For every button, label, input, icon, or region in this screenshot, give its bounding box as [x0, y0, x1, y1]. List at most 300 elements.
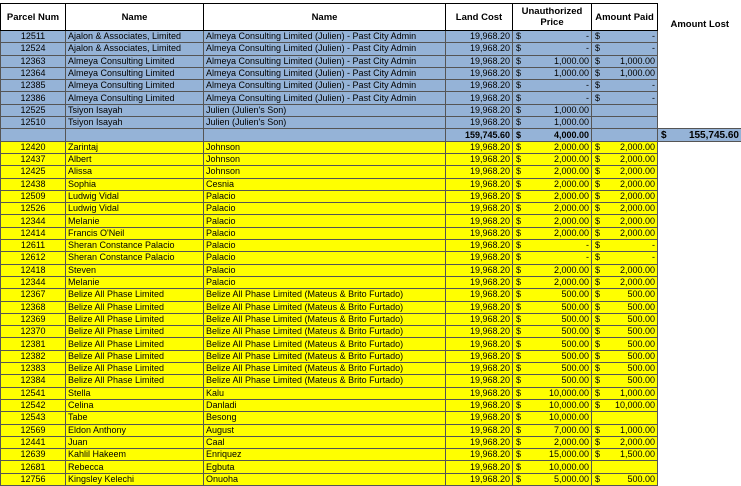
amount-paid-cell [592, 227, 658, 239]
table-row [1, 227, 741, 239]
currency-symbol: $ [595, 191, 601, 201]
amount-lost-cell [658, 375, 741, 387]
amount-lost-cell [658, 203, 741, 215]
parcel-num-cell: 12569 [1, 424, 66, 436]
currency-symbol: $ [516, 264, 522, 275]
land-cost-cell: 19,968.20 [446, 264, 513, 276]
name-cell: Alissa [66, 166, 204, 178]
table-row [1, 166, 741, 178]
name-cell: Stella [66, 387, 204, 399]
land-cost-cell: 19,968.20 [446, 203, 513, 215]
amount-paid-cell [592, 363, 658, 375]
amount-lost-cell [658, 55, 741, 67]
currency-symbol: $ [516, 436, 522, 447]
total-empty-cell [204, 129, 446, 141]
currency-symbol: $ [595, 215, 601, 226]
name2-cell: Belize All Phase Limited (Mateus & Brito Furtado) [204, 289, 446, 301]
amount-paid-cell [592, 276, 658, 288]
table-row [1, 338, 741, 350]
amount-paid-cell [592, 326, 658, 338]
name-cell: Belize All Phase Limited [66, 375, 204, 387]
name-cell: Kahlil Hakeem [66, 449, 204, 461]
land-cost-cell: 19,968.20 [446, 313, 513, 325]
unauthorized-price-cell [513, 117, 592, 129]
currency-symbol: $ [516, 412, 522, 423]
amount-paid-cell-amount: 500.00 [627, 326, 655, 337]
unauthorized-price-cell-amount: - [586, 92, 589, 103]
amount-lost-cell [658, 92, 741, 104]
currency-symbol: $ [516, 473, 522, 484]
total-unauthorized-price-amount: 4,000.00 [553, 129, 589, 140]
name-cell: Sheran Constance Palacio [66, 240, 204, 252]
name-cell: Tsiyon Isayah [66, 117, 204, 129]
table-row [1, 240, 741, 252]
unauthorized-price-cell-amount: 500.00 [561, 363, 589, 374]
amount-lost-cell [658, 264, 741, 276]
amount-lost-cell [658, 387, 741, 399]
name-cell: Belize All Phase Limited [66, 326, 204, 338]
name2-cell: Almeya Consulting Limited (Julien) - Past City Admin [204, 55, 446, 67]
amount-paid-cell-amount: 500.00 [627, 473, 655, 484]
unauthorized-price-cell-amount: 2,000.00 [553, 166, 589, 177]
unauthorized-price-cell [513, 313, 592, 325]
amount-lost-cell [658, 252, 741, 264]
land-cost-cell: 19,968.20 [446, 227, 513, 239]
table-row [1, 363, 741, 375]
unauthorized-price-cell-amount: - [586, 80, 589, 91]
land-cost-cell: 19,968.20 [446, 117, 513, 129]
parcel-num-cell: 12418 [1, 264, 66, 276]
land-cost-cell: 19,968.20 [446, 449, 513, 461]
amount-lost-cell [658, 326, 741, 338]
currency-symbol: $ [595, 338, 601, 349]
parcel-num-cell: 12364 [1, 67, 66, 79]
amount-lost-cell [658, 166, 741, 178]
unauthorized-price-cell-amount: 500.00 [561, 289, 589, 300]
unauthorized-price-cell [513, 473, 592, 485]
currency-symbol: $ [516, 191, 522, 201]
amount-paid-cell-amount: - [652, 43, 655, 54]
amount-lost-cell [658, 178, 741, 190]
name-cell: Eldon Anthony [66, 424, 204, 436]
amount-paid-cell [592, 449, 658, 461]
amount-paid-cell-amount: 2,000.00 [619, 227, 655, 238]
name2-cell: Almeya Consulting Limited (Julien) - Past City Admin [204, 92, 446, 104]
name2-cell: Almeya Consulting Limited (Julien) - Past City Admin [204, 43, 446, 55]
land-cost-cell: 19,968.20 [446, 153, 513, 165]
amount-paid-cell-amount: 500.00 [627, 338, 655, 349]
total-empty-cell [66, 129, 204, 141]
table-row [1, 117, 741, 129]
unauthorized-price-cell-amount: 1,000.00 [553, 68, 589, 79]
amount-paid-cell [592, 166, 658, 178]
amount-paid-cell [592, 313, 658, 325]
currency-symbol: $ [516, 203, 522, 214]
unauthorized-price-cell [513, 276, 592, 288]
amount-paid-cell-amount: 1,500.00 [619, 449, 655, 460]
unauthorized-price-cell [513, 436, 592, 448]
currency-symbol: $ [516, 129, 522, 140]
amount-lost-cell [658, 227, 741, 239]
unauthorized-price-cell-amount: 500.00 [561, 375, 589, 386]
unauthorized-price-cell [513, 412, 592, 424]
name2-cell: Onuoha [204, 473, 446, 485]
name-cell: Belize All Phase Limited [66, 363, 204, 375]
amount-paid-cell [592, 190, 658, 202]
unauthorized-price-cell [513, 67, 592, 79]
unauthorized-price-cell-amount: - [586, 252, 589, 263]
name2-cell: Palacio [204, 215, 446, 227]
currency-symbol: $ [595, 227, 601, 238]
amount-paid-cell-amount: 1,000.00 [619, 68, 655, 79]
parcel-num-cell: 12541 [1, 387, 66, 399]
unauthorized-price-cell [513, 252, 592, 264]
name-cell: Almeya Consulting Limited [66, 67, 204, 79]
amount-paid-cell-amount: 2,000.00 [619, 191, 655, 201]
name-cell: Almeya Consulting Limited [66, 55, 204, 67]
amount-paid-cell [592, 473, 658, 485]
amount-paid-cell-amount: - [652, 252, 655, 263]
total-unauthorized-price [513, 129, 592, 141]
amount-paid-cell-amount: 2,000.00 [619, 141, 655, 152]
name-cell: Belize All Phase Limited [66, 350, 204, 362]
land-cost-cell: 19,968.20 [446, 375, 513, 387]
currency-symbol: $ [595, 252, 601, 263]
unauthorized-price-cell-amount: 10,000.00 [548, 400, 589, 411]
amount-paid-cell-amount: 10,000.00 [614, 400, 655, 411]
unauthorized-price-cell [513, 264, 592, 276]
total-amount-lost-amount: 155,745.60 [688, 129, 739, 141]
unauthorized-price-cell-amount: 10,000.00 [548, 412, 589, 423]
currency-symbol: $ [595, 350, 601, 361]
amount-paid-cell [592, 399, 658, 411]
table-row [1, 141, 741, 153]
currency-symbol: $ [595, 301, 601, 312]
parcel-num-cell: 12369 [1, 313, 66, 325]
name2-cell: Egbuta [204, 461, 446, 473]
amount-paid-cell [592, 436, 658, 448]
name-cell: Melanie [66, 215, 204, 227]
amount-paid-cell-amount: 500.00 [627, 363, 655, 374]
unauthorized-price-cell-amount: 500.00 [561, 338, 589, 349]
table-row [1, 276, 741, 288]
amount-paid-cell [592, 301, 658, 313]
parcel-num-cell: 12639 [1, 449, 66, 461]
unauthorized-price-cell-amount: 500.00 [561, 301, 589, 312]
name2-cell: Johnson [204, 153, 446, 165]
amount-lost-cell [658, 67, 741, 79]
unauthorized-price-cell [513, 387, 592, 399]
unauthorized-price-cell-amount: 2,000.00 [553, 227, 589, 238]
land-cost-cell: 19,968.20 [446, 166, 513, 178]
unauthorized-price-cell-amount: 7,000.00 [553, 424, 589, 435]
land-cost-cell: 19,968.20 [446, 424, 513, 436]
amount-lost-cell [658, 153, 741, 165]
table-row [1, 31, 741, 43]
currency-symbol: $ [595, 240, 601, 251]
currency-symbol: $ [516, 31, 522, 42]
unauthorized-price-cell [513, 80, 592, 92]
header-row [1, 4, 741, 31]
name2-cell: Palacio [204, 240, 446, 252]
parcel-num-cell: 12420 [1, 141, 66, 153]
currency-symbol: $ [516, 252, 522, 263]
land-cost-cell: 19,968.20 [446, 215, 513, 227]
amount-paid-cell-amount: - [652, 80, 655, 91]
currency-symbol: $ [595, 141, 601, 152]
amount-paid-cell [592, 412, 658, 424]
amount-paid-cell-amount: 2,000.00 [619, 215, 655, 226]
parcel-num-cell: 12414 [1, 227, 66, 239]
unauthorized-price-cell-amount: 5,000.00 [553, 473, 589, 484]
parcel-num-cell: 12756 [1, 473, 66, 485]
name-cell: Celina [66, 399, 204, 411]
table-row [1, 153, 741, 165]
land-cost-cell: 19,968.20 [446, 461, 513, 473]
currency-symbol: $ [516, 215, 522, 226]
land-cost-cell: 19,968.20 [446, 190, 513, 202]
land-cost-cell: 19,968.20 [446, 67, 513, 79]
amount-paid-cell [592, 117, 658, 129]
name-cell: Ludwig Vidal [66, 190, 204, 202]
currency-symbol: $ [516, 387, 522, 398]
amount-lost-cell [658, 313, 741, 325]
amount-paid-cell-amount: 2,000.00 [619, 166, 655, 177]
amount-paid-cell [592, 240, 658, 252]
currency-symbol: $ [595, 80, 601, 91]
currency-symbol: $ [595, 166, 601, 177]
table-row [1, 252, 741, 264]
unauthorized-price-cell-amount: 1,000.00 [553, 55, 589, 66]
currency-symbol: $ [595, 43, 601, 54]
currency-symbol: $ [516, 375, 522, 386]
unauthorized-price-cell-amount: 2,000.00 [553, 154, 589, 165]
unauthorized-price-cell [513, 461, 592, 473]
amount-paid-cell-amount: 1,000.00 [619, 424, 655, 435]
amount-paid-cell [592, 104, 658, 116]
currency-symbol: $ [516, 363, 522, 374]
parcel-num-cell: 12383 [1, 363, 66, 375]
currency-symbol: $ [516, 178, 522, 189]
currency-symbol: $ [516, 424, 522, 435]
unauthorized-price-cell-amount: - [586, 43, 589, 54]
currency-symbol: $ [595, 375, 601, 386]
currency-symbol: $ [516, 68, 522, 79]
table-row [1, 80, 741, 92]
currency-symbol: $ [516, 166, 522, 177]
header-amount-lost: Amount Lost [658, 4, 741, 31]
currency-symbol: $ [595, 203, 601, 214]
currency-symbol: $ [516, 301, 522, 312]
table-row [1, 203, 741, 215]
unauthorized-price-cell [513, 166, 592, 178]
unauthorized-price-cell [513, 153, 592, 165]
unauthorized-price-cell [513, 55, 592, 67]
land-cost-cell: 19,968.20 [446, 387, 513, 399]
name2-cell: Johnson [204, 141, 446, 153]
name2-cell: Almeya Consulting Limited (Julien) - Past City Admin [204, 67, 446, 79]
currency-symbol: $ [595, 31, 601, 42]
table-row [1, 461, 741, 473]
amount-lost-cell [658, 276, 741, 288]
parcel-num-cell: 12526 [1, 203, 66, 215]
amount-paid-cell [592, 215, 658, 227]
unauthorized-price-cell [513, 399, 592, 411]
amount-paid-cell [592, 80, 658, 92]
land-cost-cell: 19,968.20 [446, 55, 513, 67]
currency-symbol: $ [595, 277, 601, 288]
table-row [1, 350, 741, 362]
name2-cell: Palacio [204, 203, 446, 215]
total-amount-lost [658, 129, 741, 141]
unauthorized-price-cell [513, 449, 592, 461]
unauthorized-price-cell [513, 92, 592, 104]
table-row [1, 436, 741, 448]
unauthorized-price-cell [513, 326, 592, 338]
currency-symbol: $ [595, 449, 601, 460]
amount-paid-cell-amount: 2,000.00 [619, 264, 655, 275]
amount-paid-cell [592, 350, 658, 362]
table-row [1, 43, 741, 55]
table-row [1, 178, 741, 190]
parcel-num-cell: 12370 [1, 326, 66, 338]
currency-symbol: $ [595, 92, 601, 103]
parcel-num-cell: 12382 [1, 350, 66, 362]
name-cell: Almeya Consulting Limited [66, 80, 204, 92]
currency-symbol: $ [516, 461, 522, 472]
currency-symbol: $ [595, 400, 601, 411]
parcel-num-cell: 12511 [1, 31, 66, 43]
unauthorized-price-cell-amount: 2,000.00 [553, 264, 589, 275]
currency-symbol: $ [516, 80, 522, 91]
name2-cell: Caal [204, 436, 446, 448]
currency-symbol: $ [595, 387, 601, 398]
name-cell: Sheran Constance Palacio [66, 252, 204, 264]
unauthorized-price-cell-amount: 2,000.00 [553, 191, 589, 201]
name-cell: Ajalon & Associates, Limited [66, 43, 204, 55]
table-row [1, 67, 741, 79]
currency-symbol: $ [516, 326, 522, 337]
currency-symbol: $ [595, 154, 601, 165]
unauthorized-price-cell [513, 43, 592, 55]
amount-lost-cell [658, 473, 741, 485]
parcel-num-cell: 12363 [1, 55, 66, 67]
name2-cell: Danladi [204, 399, 446, 411]
parcel-num-cell: 12384 [1, 375, 66, 387]
currency-symbol: $ [516, 240, 522, 251]
unauthorized-price-cell [513, 289, 592, 301]
name2-cell: Belize All Phase Limited (Mateus & Brito Furtado) [204, 375, 446, 387]
unauthorized-price-cell [513, 363, 592, 375]
amount-paid-cell-amount: 500.00 [627, 289, 655, 300]
unauthorized-price-cell [513, 215, 592, 227]
currency-symbol: $ [595, 424, 601, 435]
amount-lost-cell [658, 350, 741, 362]
unauthorized-price-cell [513, 375, 592, 387]
name2-cell: Almeya Consulting Limited (Julien) - Past City Admin [204, 31, 446, 43]
name2-cell: Belize All Phase Limited (Mateus & Brito Furtado) [204, 313, 446, 325]
amount-paid-cell-amount: 2,000.00 [619, 277, 655, 288]
amount-paid-cell-amount: 2,000.00 [619, 436, 655, 447]
land-cost-cell: 19,968.20 [446, 276, 513, 288]
parcel-num-cell: 12543 [1, 412, 66, 424]
amount-lost-cell [658, 117, 741, 129]
parcel-table [0, 3, 741, 486]
amount-paid-cell-amount: 2,000.00 [619, 154, 655, 165]
currency-symbol: $ [516, 141, 522, 152]
name2-cell: Palacio [204, 252, 446, 264]
unauthorized-price-cell-amount: 2,000.00 [553, 203, 589, 214]
amount-paid-cell-amount: 500.00 [627, 375, 655, 386]
unauthorized-price-cell-amount: 10,000.00 [548, 387, 589, 398]
parcel-num-cell: 12438 [1, 178, 66, 190]
amount-paid-cell [592, 55, 658, 67]
unauthorized-price-cell-amount: 10,000.00 [548, 461, 589, 472]
land-cost-cell: 19,968.20 [446, 80, 513, 92]
table-row [1, 190, 741, 202]
unauthorized-price-cell-amount: 2,000.00 [553, 178, 589, 189]
land-cost-cell: 19,968.20 [446, 178, 513, 190]
name2-cell: August [204, 424, 446, 436]
parcel-num-cell: 12611 [1, 240, 66, 252]
name2-cell: Belize All Phase Limited (Mateus & Brito Furtado) [204, 301, 446, 313]
unauthorized-price-cell-amount: 2,000.00 [553, 277, 589, 288]
land-cost-cell: 19,968.20 [446, 240, 513, 252]
land-cost-cell: 19,968.20 [446, 31, 513, 43]
name-cell: Kingsley Kelechi [66, 473, 204, 485]
name-cell: Ludwig Vidal [66, 203, 204, 215]
amount-paid-cell [592, 461, 658, 473]
parcel-num-cell: 12386 [1, 92, 66, 104]
amount-lost-cell [658, 141, 741, 153]
amount-paid-cell-amount: - [652, 31, 655, 42]
currency-symbol: $ [516, 400, 522, 411]
unauthorized-price-cell [513, 141, 592, 153]
amount-paid-cell [592, 203, 658, 215]
currency-symbol: $ [661, 129, 667, 141]
unauthorized-price-cell [513, 31, 592, 43]
parcel-num-cell: 12525 [1, 104, 66, 116]
land-cost-cell: 19,968.20 [446, 412, 513, 424]
amount-paid-cell [592, 252, 658, 264]
name2-cell: Kalu [204, 387, 446, 399]
unauthorized-price-cell-amount: - [586, 240, 589, 251]
parcel-num-cell: 12524 [1, 43, 66, 55]
amount-paid-cell [592, 264, 658, 276]
table-row [1, 424, 741, 436]
parcel-num-cell: 12385 [1, 80, 66, 92]
total-empty-cell [1, 129, 66, 141]
amount-paid-cell [592, 43, 658, 55]
unauthorized-price-cell-amount: - [586, 31, 589, 42]
total-row [1, 129, 741, 141]
table-row [1, 399, 741, 411]
currency-symbol: $ [595, 178, 601, 189]
name2-cell: Julien (Julien's Son) [204, 117, 446, 129]
currency-symbol: $ [516, 104, 522, 115]
land-cost-cell: 19,968.20 [446, 289, 513, 301]
unauthorized-price-cell-amount: 2,000.00 [553, 436, 589, 447]
total-land-cost: 159,745.60 [446, 129, 513, 141]
currency-symbol: $ [516, 92, 522, 103]
amount-paid-cell-amount: 1,000.00 [619, 387, 655, 398]
table-row [1, 215, 741, 227]
name-cell: Belize All Phase Limited [66, 338, 204, 350]
header-name-2: Name [204, 4, 446, 31]
currency-symbol: $ [595, 289, 601, 300]
table-row [1, 449, 741, 461]
amount-lost-cell [658, 412, 741, 424]
